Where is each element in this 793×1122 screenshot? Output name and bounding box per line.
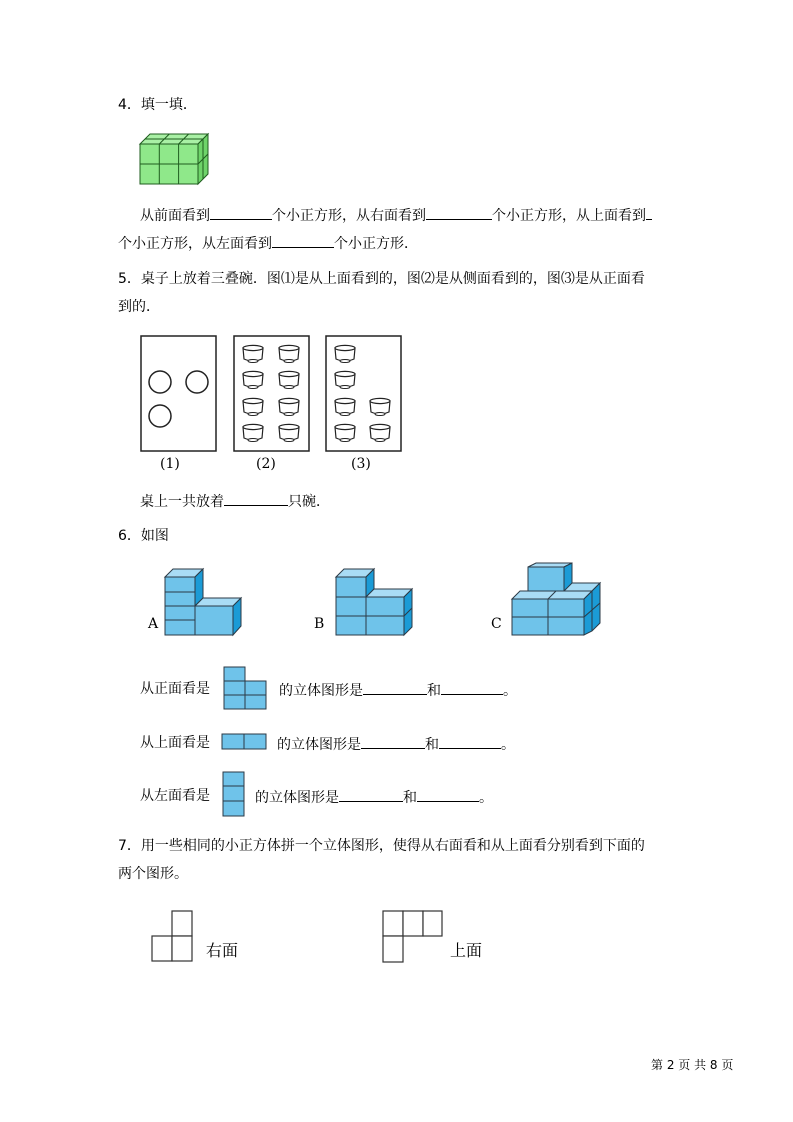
answer-blank[interactable] — [272, 233, 334, 248]
answer-blank[interactable] — [439, 734, 501, 749]
caption-3: (3) — [351, 456, 371, 472]
answer-blank[interactable] — [210, 205, 272, 220]
q6-figure-b — [336, 567, 416, 639]
q6-row2-prefix: 从上面看是 — [140, 735, 210, 751]
q6-row2-answer: 的立体图形是 和 。 — [277, 734, 515, 754]
q7-right-view — [151, 910, 195, 964]
q7-line2: 两个图形。 — [118, 866, 188, 882]
q5-line2: 到的． — [118, 299, 160, 315]
q4-cube-figure — [140, 134, 212, 186]
answer-blank[interactable] — [441, 680, 503, 695]
q6-row3-answer: 的立体图形是 和 。 — [255, 787, 493, 807]
q7-label-right: 右面 — [206, 941, 239, 960]
caption-1: (1) — [160, 456, 180, 472]
q5-answer: 桌上一共放着 只碗． — [140, 491, 330, 511]
q4-title: 4．填一填． — [118, 97, 197, 113]
page-number: 第 2 页 共 8 页 — [651, 1058, 734, 1072]
left-view-shape — [222, 771, 246, 817]
q5-line1: 5．桌子上放着三叠碗．图⑴是从上面看到的，图⑵是从侧面看到的，图⑶是从正面看 — [118, 271, 645, 287]
answer-blank[interactable] — [339, 787, 403, 802]
q7-top-view — [382, 910, 444, 964]
q6-figure-a — [165, 567, 245, 639]
label-c: C — [491, 616, 502, 632]
caption-2: (2) — [256, 456, 276, 472]
q6-row1-prefix: 从正面看是 — [140, 681, 210, 697]
panel-1 — [141, 336, 216, 451]
answer-blank[interactable] — [417, 787, 479, 802]
top-view-shape — [221, 733, 267, 751]
answer-blank[interactable] — [646, 205, 652, 220]
q6-row1-answer: 的立体图形是 和 。 — [279, 680, 517, 700]
q7-line1: 7．用一些相同的小正方体拼一个立体图形，使得从右面看和从上面看分别看到下面的 — [118, 838, 645, 854]
answer-blank[interactable] — [361, 734, 425, 749]
front-view-shape — [223, 666, 267, 710]
answer-blank[interactable] — [224, 491, 288, 506]
label-a: A — [148, 616, 159, 632]
q6-title: 6．如图 — [118, 528, 169, 544]
q4-line2: 个小正方形，从左面看到 个小正方形． — [118, 233, 418, 253]
q5-bowl-figures — [140, 334, 405, 474]
q6-row3-prefix: 从左面看是 — [140, 788, 210, 804]
answer-blank[interactable] — [426, 205, 492, 220]
answer-blank[interactable] — [363, 680, 427, 695]
label-b: B — [314, 616, 325, 632]
q6-figure-c — [512, 563, 604, 639]
q7-label-top: 上面 — [450, 941, 483, 960]
q4-line1: 从前面看到 个小正方形，从右面看到 个小正方形，从上面看到 — [140, 205, 652, 225]
